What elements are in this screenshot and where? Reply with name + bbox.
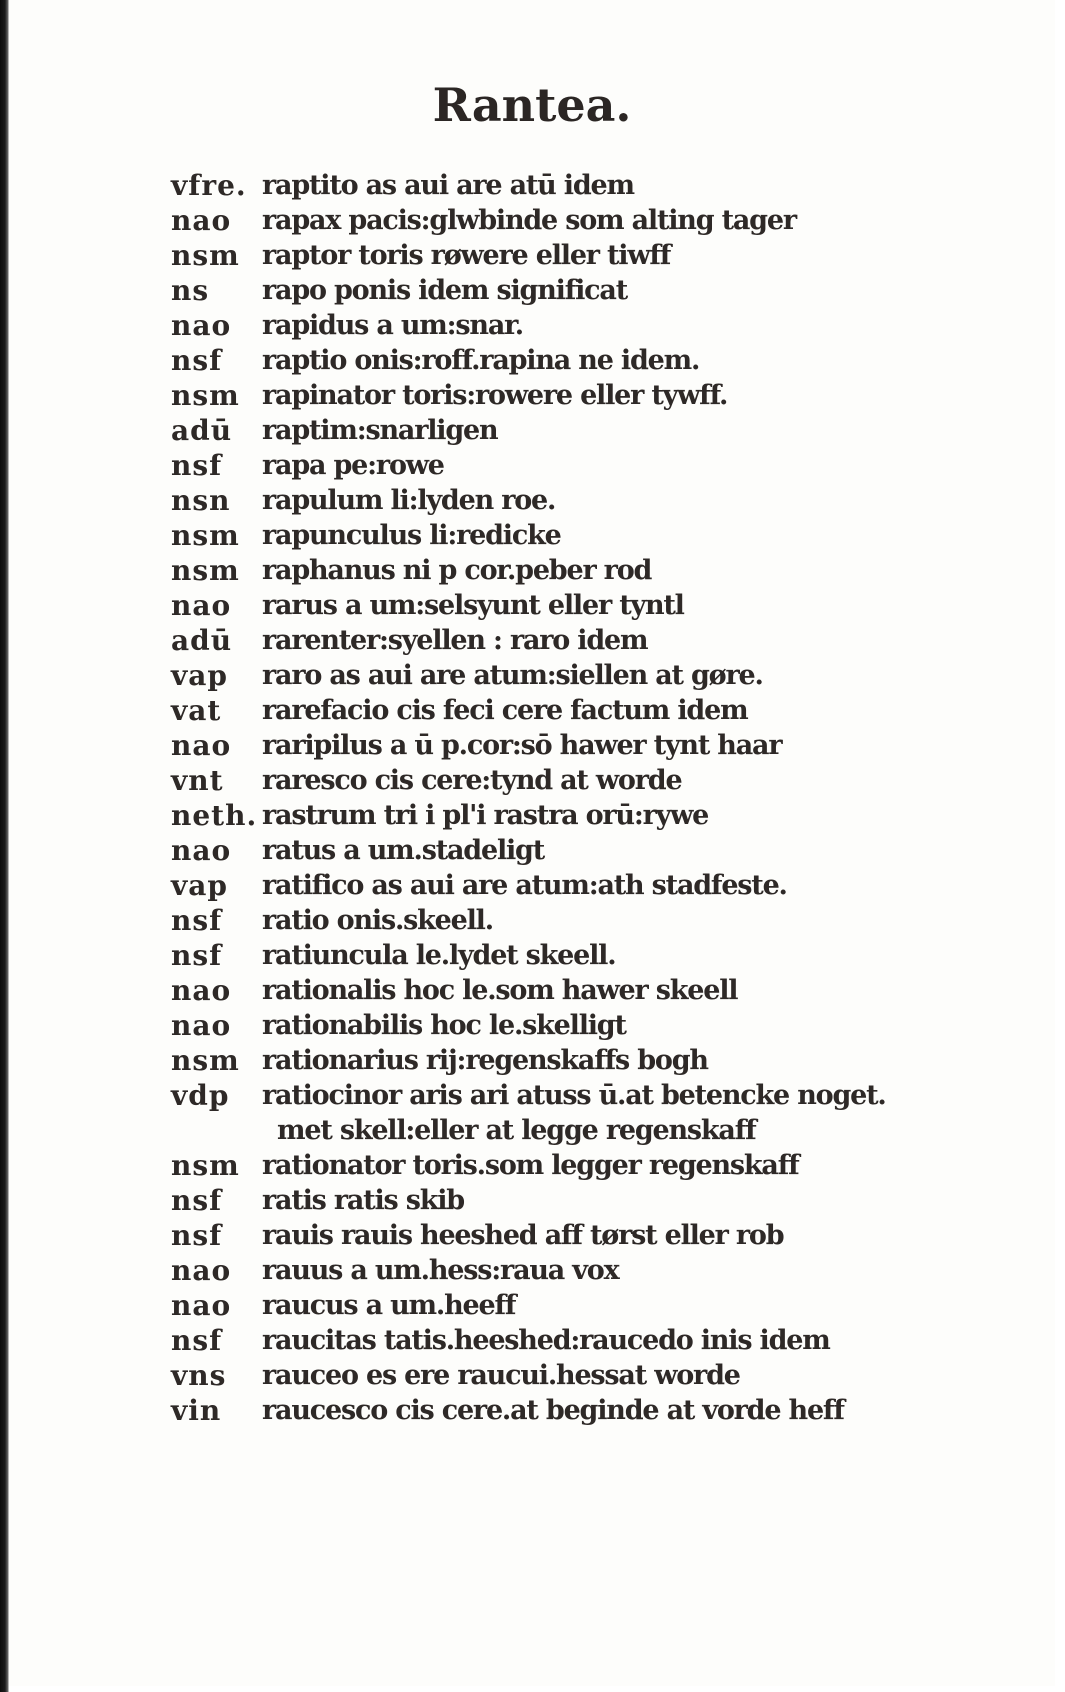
entry-grammar-code: nao: [171, 1009, 232, 1042]
entry-grammar-code: vap: [171, 869, 228, 902]
entry-grammar-code: nsm: [171, 1149, 240, 1182]
entry-text: rationabilis hoc le.skelligt: [262, 1010, 626, 1041]
entry-grammar-code: nao: [171, 1254, 232, 1287]
entry-grammar-code: nao: [171, 309, 232, 342]
entry-text: rapinator toris:rowere eller tywff.: [262, 380, 728, 411]
entry-grammar-code: vin: [171, 1394, 222, 1427]
entry-text: ratiuncula le.lydet skeell.: [262, 940, 616, 971]
entry-text: rarenter:syellen : raro idem: [262, 625, 648, 656]
entry-grammar-code: adū: [171, 414, 233, 447]
entry-grammar-code: vnt: [171, 764, 224, 797]
entry-grammar-code: vns: [171, 1359, 227, 1392]
entry-text: rapo ponis idem significat: [262, 275, 627, 306]
entry-text: ratus a um.stadeligt: [262, 835, 545, 866]
entry-grammar-code: nao: [171, 204, 232, 237]
entry-text: raucitas tatis.heeshed:raucedo inis idem: [262, 1325, 830, 1356]
entry-text: rationalis hoc le.som hawer skeell: [262, 975, 738, 1006]
entry-text: rauis rauis heeshed aff tørst eller rob: [262, 1220, 784, 1251]
entry-grammar-code: vfre.: [171, 169, 247, 202]
entry-text: raripilus a ū p.cor:sō hawer tynt haar: [262, 730, 782, 761]
entry-text: raro as aui are atum:siellen at gøre.: [262, 660, 763, 691]
page: [9, 0, 1055, 1686]
entry-text: raptim:snarligen: [262, 415, 498, 446]
entry-grammar-code: nsm: [171, 554, 240, 587]
entry-grammar-code: nsf: [171, 449, 223, 482]
entry-text: rationator toris.som legger regenskaff: [262, 1150, 799, 1181]
entry-grammar-code: nao: [171, 834, 232, 867]
entry-grammar-code: nao: [171, 974, 232, 1007]
entry-text: ratiocinor aris ari atuss ū.at betencke noget.: [262, 1080, 886, 1111]
entry-text: rauus a um.hess:raua vox: [262, 1255, 619, 1286]
entry-text: raptor toris røwere eller tiwff: [262, 240, 671, 271]
entry-text: ratio onis.skeell.: [262, 905, 493, 936]
entry-grammar-code: nao: [171, 589, 232, 622]
entry-text: raresco cis cere:tynd at worde: [262, 765, 682, 796]
entry-grammar-code: vap: [171, 659, 228, 692]
entry-grammar-code: nsf: [171, 904, 223, 937]
entry-text: raucus a um.heeff: [262, 1290, 516, 1321]
entry-grammar-code: nao: [171, 729, 232, 762]
entry-text: rapunculus li:redicke: [262, 520, 561, 551]
entry-grammar-code: nsf: [171, 1219, 223, 1252]
entry-grammar-code: nao: [171, 1289, 232, 1322]
entry-grammar-code: nsn: [171, 484, 231, 517]
scan-edge: [0, 0, 9, 1692]
entry-text: rauceo es ere raucui.hessat worde: [262, 1360, 740, 1391]
entry-text: rastrum tri i pl'i rastra orū:rywe: [262, 800, 709, 831]
entry-text: rarus a um:selsyunt eller tyntl: [262, 590, 684, 621]
entry-grammar-code: neth.: [171, 799, 258, 832]
entry-text: raucesco cis cere.at beginde at vorde heff: [262, 1395, 844, 1426]
entry-text: rapidus a um:snar.: [262, 310, 523, 341]
entry-grammar-code: nsf: [171, 344, 223, 377]
entry-grammar-code: nsf: [171, 1324, 223, 1357]
entry-text: rapulum li:lyden roe.: [262, 485, 556, 516]
entry-grammar-code: nsm: [171, 239, 240, 272]
entry-text: raptito as aui are atū idem: [262, 170, 634, 201]
entry-grammar-code: vat: [171, 694, 222, 727]
entry-grammar-code: ns: [171, 274, 210, 307]
entry-text: rarefacio cis feci cere factum idem: [262, 695, 748, 726]
page-title: Rantea.: [432, 78, 632, 132]
entry-grammar-code: nsm: [171, 1044, 240, 1077]
entry-text: rapax pacis:glwbinde som alting tager: [262, 205, 796, 236]
entry-text: rapa pe:rowe: [262, 450, 444, 481]
entry-grammar-code: nsm: [171, 519, 240, 552]
entry-grammar-code: nsf: [171, 939, 223, 972]
entry-text: raptio onis:roff.rapina ne idem.: [262, 345, 700, 376]
entry-text: met skell:eller at legge regenskaff: [277, 1115, 756, 1146]
entry-text: raphanus ni p cor.peber rod: [262, 555, 652, 586]
entry-text: ratis ratis skib: [262, 1185, 464, 1216]
entry-grammar-code: nsm: [171, 379, 240, 412]
entry-grammar-code: nsf: [171, 1184, 223, 1217]
entry-text: ratifico as aui are atum:ath stadfeste.: [262, 870, 787, 901]
entry-text: rationarius rij:regenskaffs bogh: [262, 1045, 708, 1076]
entry-grammar-code: vdp: [171, 1079, 230, 1112]
entry-grammar-code: adū: [171, 624, 233, 657]
